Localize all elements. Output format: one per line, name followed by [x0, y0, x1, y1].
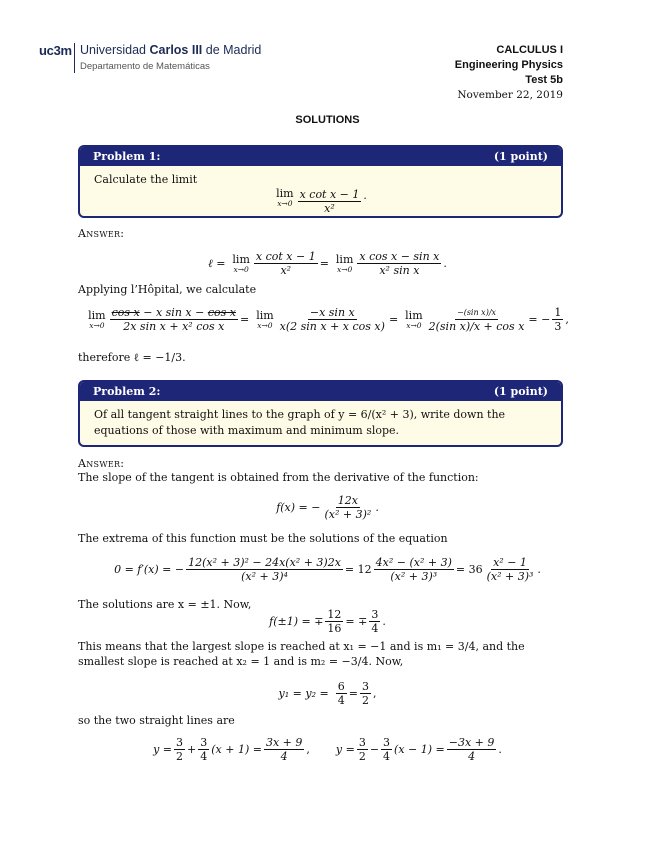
problem1-equation1: ℓ = lim x→0 $\frac{\text{x cot x − 1}}{\text{x²}}$ = lim x→0 $\frac{\text{x cos x − sin x}}{\text{x² sin x}}$ . [208, 250, 447, 277]
problem1-points: (1 point) [493, 150, 548, 163]
problem2-box [78, 380, 563, 447]
problem2-lines: y = $\frac{3}{2}$ + $\frac{3}{4}$ (x + 1) = $\frac{3x + 9}{4}$ , y = $\frac{3}{2}$ − $\frac{3}{4}$ (x − 1) = $\frac{-3x + 9}{4}$ . [153, 736, 502, 763]
problem2-header [80, 382, 561, 401]
problem1-answer-label: Answer: [78, 227, 125, 240]
page-title: SOLUTIONS [295, 114, 360, 126]
test-name: Test 5b [525, 74, 563, 86]
course-header [455, 43, 563, 103]
logo-divider [74, 43, 75, 73]
problem1-limit: lim x→0 $\frac{\text{x cot x − 1}}{\text{x²}}$ . [276, 187, 367, 215]
problem1-box [78, 145, 563, 218]
problem2-text5: so the two straight lines are [78, 714, 235, 727]
problem1-hopital-text: Applying l’Hôpital, we calculate [78, 283, 257, 296]
problem2-function: f(x) = − $\frac{12x}{\text{(x² + 3)²}}$ . [276, 494, 379, 521]
logo-mark: uc3m [39, 43, 72, 58]
problem2-text1: The slope of the tangent is obtained from the derivative of the function: [78, 471, 479, 484]
university-name: Universidad Carlos III de Madrid [80, 43, 262, 57]
problem2-text2: The extrema of this function must be the solutions of the equation [78, 532, 448, 545]
problem2-points: (1 point) [493, 385, 548, 398]
problem2-values: f(±1) = ∓ $\frac{12}{16}$ = ∓ $\frac{3}{4}$ . [269, 608, 386, 635]
problem1-header [80, 147, 561, 166]
problem2-text3: The solutions are x = ±1. Now, [78, 598, 252, 611]
department-name: Departamento de Matemáticas [80, 61, 210, 72]
problem2-label: Problem 2: [93, 385, 161, 398]
problem1-statement: Calculate the limit [94, 173, 198, 186]
program-name: Engineering Physics [454, 59, 563, 71]
problem2-answer-label: Answer: [78, 457, 125, 470]
problem1-conclusion: therefore ℓ = −1/3. [78, 351, 186, 364]
problem2-statement: Of all tangent straight lines to the graph of y = 6/(x² + 3), write down the equations of those with maximum and minimum slope. [94, 408, 506, 437]
problem1-label: Problem 1: [93, 150, 161, 163]
problem2-text4: This means that the largest slope is reached at x₁ = −1 and is m₁ = 3/4, and the smallest slope is reached at x₂ = 1 and is m₂ = −3/4. Now, [78, 640, 525, 668]
course-title: CALCULUS I [496, 44, 563, 56]
test-date: November 22, 2019 [457, 89, 563, 101]
problem2-derivative: 0 = f′(x) = − $\frac{\text{12(x² + 3)² − 24x(x² + 3)2x}}{\text{(x² + 3)⁴}}$ = 12 $\frac{\text{4x² − (x² + 3)}}{\text{(x² + 3)³}}$ = 36 $\frac{\text{x² − 1}}{\text{(x² + 3)³}}$ . [114, 556, 541, 583]
problem1-body [80, 166, 561, 218]
problem2-y-values: y₁ = y₂ = $\frac{6}{4}$ = $\frac{3}{2}$ , [278, 680, 377, 707]
problem1-equation2: lim x→0 $\frac{\text{cos x − x sin x − cos x}}{\text{2x sin x + x² cos x}}$ = lim x→0 $\frac{\text{−x sin x}}{\text{x(2 sin x + x cos x)}}$ = lim x→0 $\frac{\text{−(sin x)/x}}{\text{2(sin x)/x + cos x}}$ = − $\frac{1}{3}$ , [88, 306, 569, 333]
